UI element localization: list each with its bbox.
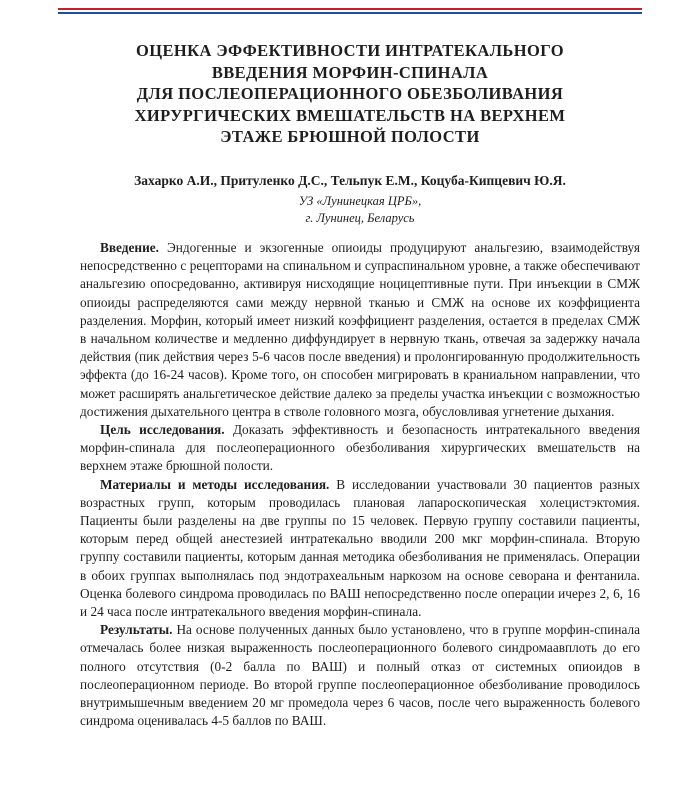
header-stripe-red (58, 8, 642, 10)
title-line: ХИРУРГИЧЕСКИХ ВМЕШАТЕЛЬСТВ НА ВЕРХНЕМ (134, 105, 566, 125)
header-stripes (58, 8, 642, 16)
title-line: ВВЕДЕНИЯ МОРФИН-СПИНАЛА (211, 62, 489, 82)
section-results (80, 621, 640, 730)
section-heading: Цель исследования. (100, 422, 225, 438)
affiliation (260, 193, 460, 227)
article-title (60, 40, 640, 148)
section-methods (80, 476, 640, 622)
section-intro (80, 239, 640, 421)
title-line: ОЦЕНКА ЭФФЕКТИВНОСТИ ИНТРАТЕКАЛЬНОГО (136, 41, 564, 60)
section-aim (80, 421, 640, 476)
section-text: В исследовании участвовали 30 пациентов разных возрастных групп, которым проводилась плановая лапароскопическая холецистэктомия. Пациенты были разделены на две группы по 15 человек. Первую группу составили пациенты, которым перед общей анестезией интратекально вводили 200 мкг морфин-спинала. Вторую группу составили пациенты, которым данная методика обезболивания не применялась. Операции в обоих группах выполнялась под эндотрахеальным наркозом на основе севорана и фентанила. Оценка болевого синдрома проводилась по ВАШ непосредственно после операции ичерез 2, 6, 16 и 24 часа после интратекального введения морфин-спинала. (80, 476, 640, 620)
section-text: Эндогенные и экзогенные опиоиды продуцируют анальгезию, взаимодействуя непосредственно с рецепторами на спинальном и супраспинальном уровне, а также обеспечивают анальгезию опосредованно, активируя нисходящие ноцицептивные пути. При инъекции в СМЖ опиоиды распределяются сами между нервной тканью и СМЖ на основе их коэффициента разделения. Морфин, который имеет низкий коэффициент разделения, остается в пределах СМЖ в начальном количестве и медленно диффундирует в нервную ткань, отвечая за задержку начала действия (пик действия через 5-6 часов после введения) и пролонгированную продолжительность эффекта (до 16-24 часов). Кроме того, он способен мигрировать в краниальном направлении, что может расширять анальгетическое действие далеко за пределы участка инъекции с возможностью достижения дыхательного центра в стволе головного мозга, обусловливая угнетение дыхания. (80, 240, 640, 419)
title-line: ДЛЯ ПОСЛЕОПЕРАЦИОННОГО ОБЕЗБОЛИВАНИЯ (136, 84, 564, 103)
article-body (80, 239, 640, 730)
section-text: На основе полученных данных было установлено, что в группе морфин-спинала отмечалась более низкая выраженность послеоперационного болевого синдромаавплоть до его полного отсутствия (0-2 балла по ВАШ) и полный отказ от системных опиоидов в послеоперационном периоде. Во второй группе послеоперационное обезболивание проводилось внутримышечным введением 20 мг промедола через 6 часов, после чего выраженность болевого синдрома оценивалась 4-5 баллов по ВАШ. (80, 622, 640, 729)
section-heading: Введение. (100, 240, 159, 255)
section-heading: Результаты. (100, 622, 173, 638)
affiliation-location: г. Лунинец, Беларусь (305, 211, 415, 225)
affiliation-institution: УЗ «Лунинецкая ЦРБ», (298, 194, 422, 208)
header-stripe-blue (58, 12, 642, 14)
authors: Захарко А.И., Притуленко Д.С., Тельпук Е.М., Коцуба-Кипцевич Ю.Я. (134, 173, 566, 188)
section-text: Доказать эффективность и безопасность интратекального введения морфин-спинала для послеоперационного обезболивания хирургических вмешательств на верхнем этаже брюшной полости. (80, 422, 640, 474)
title-line: ЭТАЖЕ БРЮШНОЙ ПОЛОСТИ (220, 127, 480, 146)
section-heading: Материалы и методы исследования. (100, 476, 330, 492)
